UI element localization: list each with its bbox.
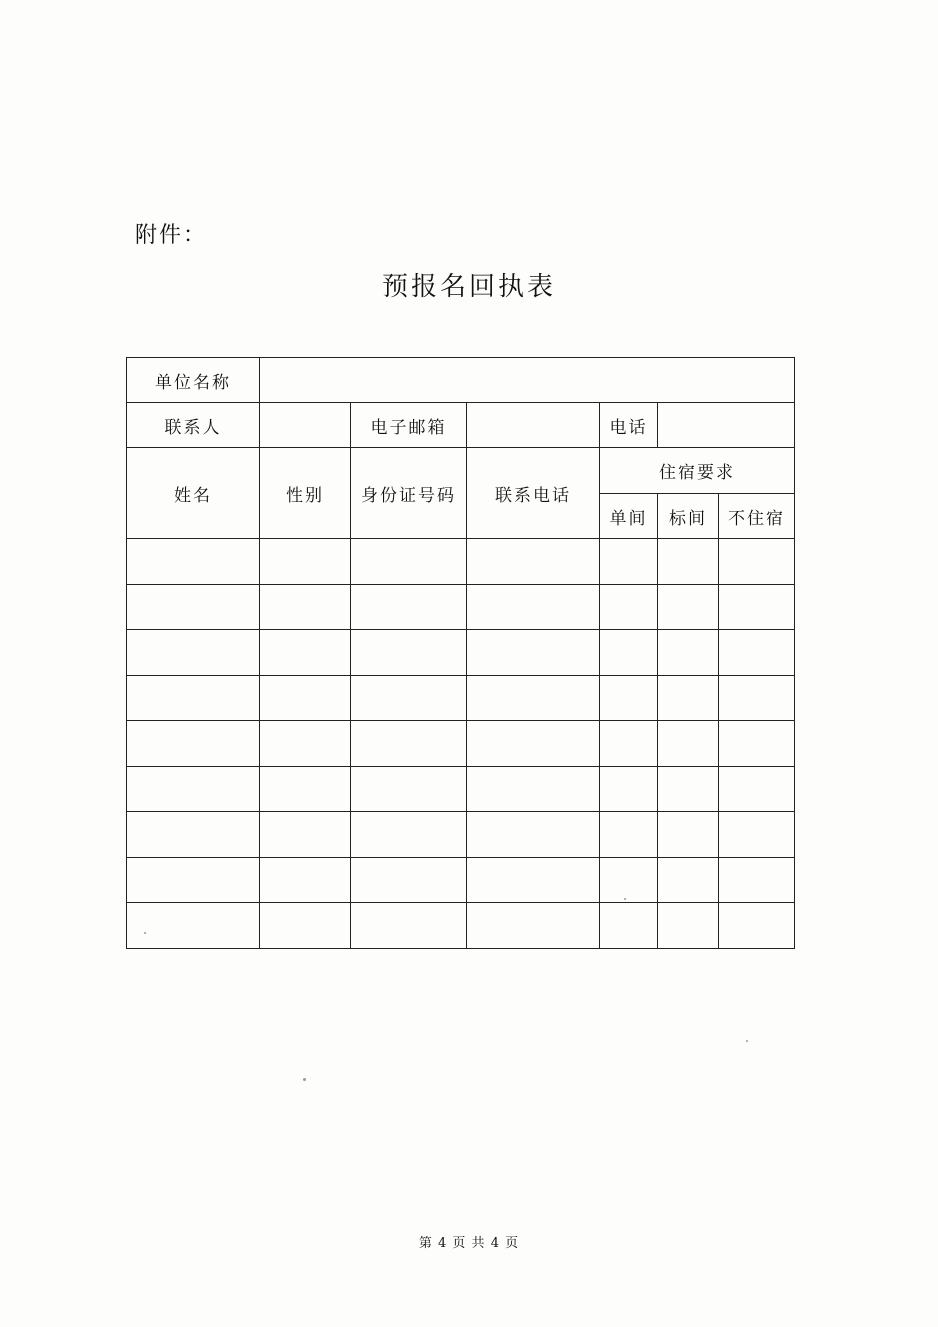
- contact-phone-cell[interactable]: [467, 812, 600, 858]
- table-row: [127, 903, 795, 949]
- no-accommodation-cell[interactable]: [719, 766, 795, 812]
- name-cell[interactable]: [127, 630, 260, 676]
- gender-cell[interactable]: [260, 675, 351, 721]
- no-accommodation-cell[interactable]: [719, 584, 795, 630]
- gender-cell[interactable]: [260, 630, 351, 676]
- contact-phone-cell[interactable]: [467, 584, 600, 630]
- unit-name-row: [127, 358, 795, 403]
- single-room-cell[interactable]: [600, 539, 658, 585]
- name-cell[interactable]: [127, 675, 260, 721]
- contact-phone-cell[interactable]: [467, 539, 600, 585]
- page-footer: 第 4 页 共 4 页: [418, 1236, 520, 1251]
- name-cell[interactable]: [127, 903, 260, 949]
- name-cell[interactable]: [127, 584, 260, 630]
- no-accommodation-cell[interactable]: [719, 903, 795, 949]
- single-room-cell[interactable]: [600, 766, 658, 812]
- gender-cell[interactable]: [260, 721, 351, 767]
- table-row: [127, 721, 795, 767]
- no-accommodation-cell[interactable]: [719, 812, 795, 858]
- name-cell[interactable]: [127, 539, 260, 585]
- id-number-cell[interactable]: [351, 675, 467, 721]
- phone-field[interactable]: [658, 403, 795, 448]
- standard-room-cell[interactable]: [658, 539, 719, 585]
- single-room-cell[interactable]: [600, 857, 658, 903]
- unit-name-label: 单位名称: [127, 358, 260, 403]
- table-row: [127, 675, 795, 721]
- gender-cell[interactable]: [260, 903, 351, 949]
- table-row: [127, 539, 795, 585]
- contact-phone-header: 联系电话: [467, 448, 600, 539]
- no-accommodation-header: 不住宿: [719, 494, 795, 539]
- standard-room-cell[interactable]: [658, 812, 719, 858]
- name-cell[interactable]: [127, 812, 260, 858]
- no-accommodation-cell[interactable]: [719, 539, 795, 585]
- single-room-header: 单间: [600, 494, 658, 539]
- scan-speck: [746, 1040, 748, 1042]
- gender-cell[interactable]: [260, 812, 351, 858]
- table-row: [127, 584, 795, 630]
- scan-speck: [303, 1078, 306, 1081]
- table-row: [127, 630, 795, 676]
- contact-phone-cell[interactable]: [467, 766, 600, 812]
- id-number-cell[interactable]: [351, 630, 467, 676]
- name-cell[interactable]: [127, 721, 260, 767]
- email-field[interactable]: [467, 403, 600, 448]
- no-accommodation-cell[interactable]: [719, 630, 795, 676]
- table-row: [127, 812, 795, 858]
- standard-room-header: 标间: [658, 494, 719, 539]
- single-room-cell[interactable]: [600, 584, 658, 630]
- single-room-cell[interactable]: [600, 675, 658, 721]
- id-number-cell[interactable]: [351, 539, 467, 585]
- accommodation-header: 住宿要求: [600, 448, 795, 494]
- header-row: [127, 448, 795, 494]
- phone-label: 电话: [600, 403, 658, 448]
- contact-person-field[interactable]: [260, 403, 351, 448]
- single-room-cell[interactable]: [600, 812, 658, 858]
- table-row: [127, 857, 795, 903]
- scan-speck: [624, 898, 626, 900]
- single-room-cell[interactable]: [600, 630, 658, 676]
- contact-phone-cell[interactable]: [467, 721, 600, 767]
- standard-room-cell[interactable]: [658, 630, 719, 676]
- contact-person-label: 联系人: [127, 403, 260, 448]
- no-accommodation-cell[interactable]: [719, 857, 795, 903]
- scan-speck: [144, 932, 146, 934]
- gender-cell[interactable]: [260, 539, 351, 585]
- standard-room-cell[interactable]: [658, 584, 719, 630]
- no-accommodation-cell[interactable]: [719, 675, 795, 721]
- standard-room-cell[interactable]: [658, 766, 719, 812]
- id-number-cell[interactable]: [351, 721, 467, 767]
- gender-header: 性别: [260, 448, 351, 539]
- gender-cell[interactable]: [260, 857, 351, 903]
- name-cell[interactable]: [127, 857, 260, 903]
- standard-room-cell[interactable]: [658, 721, 719, 767]
- id-number-cell[interactable]: [351, 766, 467, 812]
- contact-phone-cell[interactable]: [467, 675, 600, 721]
- no-accommodation-cell[interactable]: [719, 721, 795, 767]
- contact-phone-cell[interactable]: [467, 630, 600, 676]
- single-room-cell[interactable]: [600, 721, 658, 767]
- id-number-cell[interactable]: [351, 584, 467, 630]
- standard-room-cell[interactable]: [658, 903, 719, 949]
- contact-phone-cell[interactable]: [467, 857, 600, 903]
- gender-cell[interactable]: [260, 766, 351, 812]
- gender-cell[interactable]: [260, 584, 351, 630]
- attachment-label: 附件：: [135, 223, 208, 248]
- name-cell[interactable]: [127, 766, 260, 812]
- name-header: 姓名: [127, 448, 260, 539]
- id-number-cell[interactable]: [351, 812, 467, 858]
- standard-room-cell[interactable]: [658, 675, 719, 721]
- registration-table: [126, 357, 795, 949]
- contact-row: [127, 403, 795, 448]
- id-number-cell[interactable]: [351, 903, 467, 949]
- page-title: 预报名回执表: [381, 272, 556, 302]
- id-number-cell[interactable]: [351, 857, 467, 903]
- standard-room-cell[interactable]: [658, 857, 719, 903]
- contact-phone-cell[interactable]: [467, 903, 600, 949]
- single-room-cell[interactable]: [600, 903, 658, 949]
- table-row: [127, 766, 795, 812]
- email-label: 电子邮箱: [351, 403, 467, 448]
- unit-name-field[interactable]: [260, 358, 795, 403]
- id-number-header: 身份证号码: [351, 448, 467, 539]
